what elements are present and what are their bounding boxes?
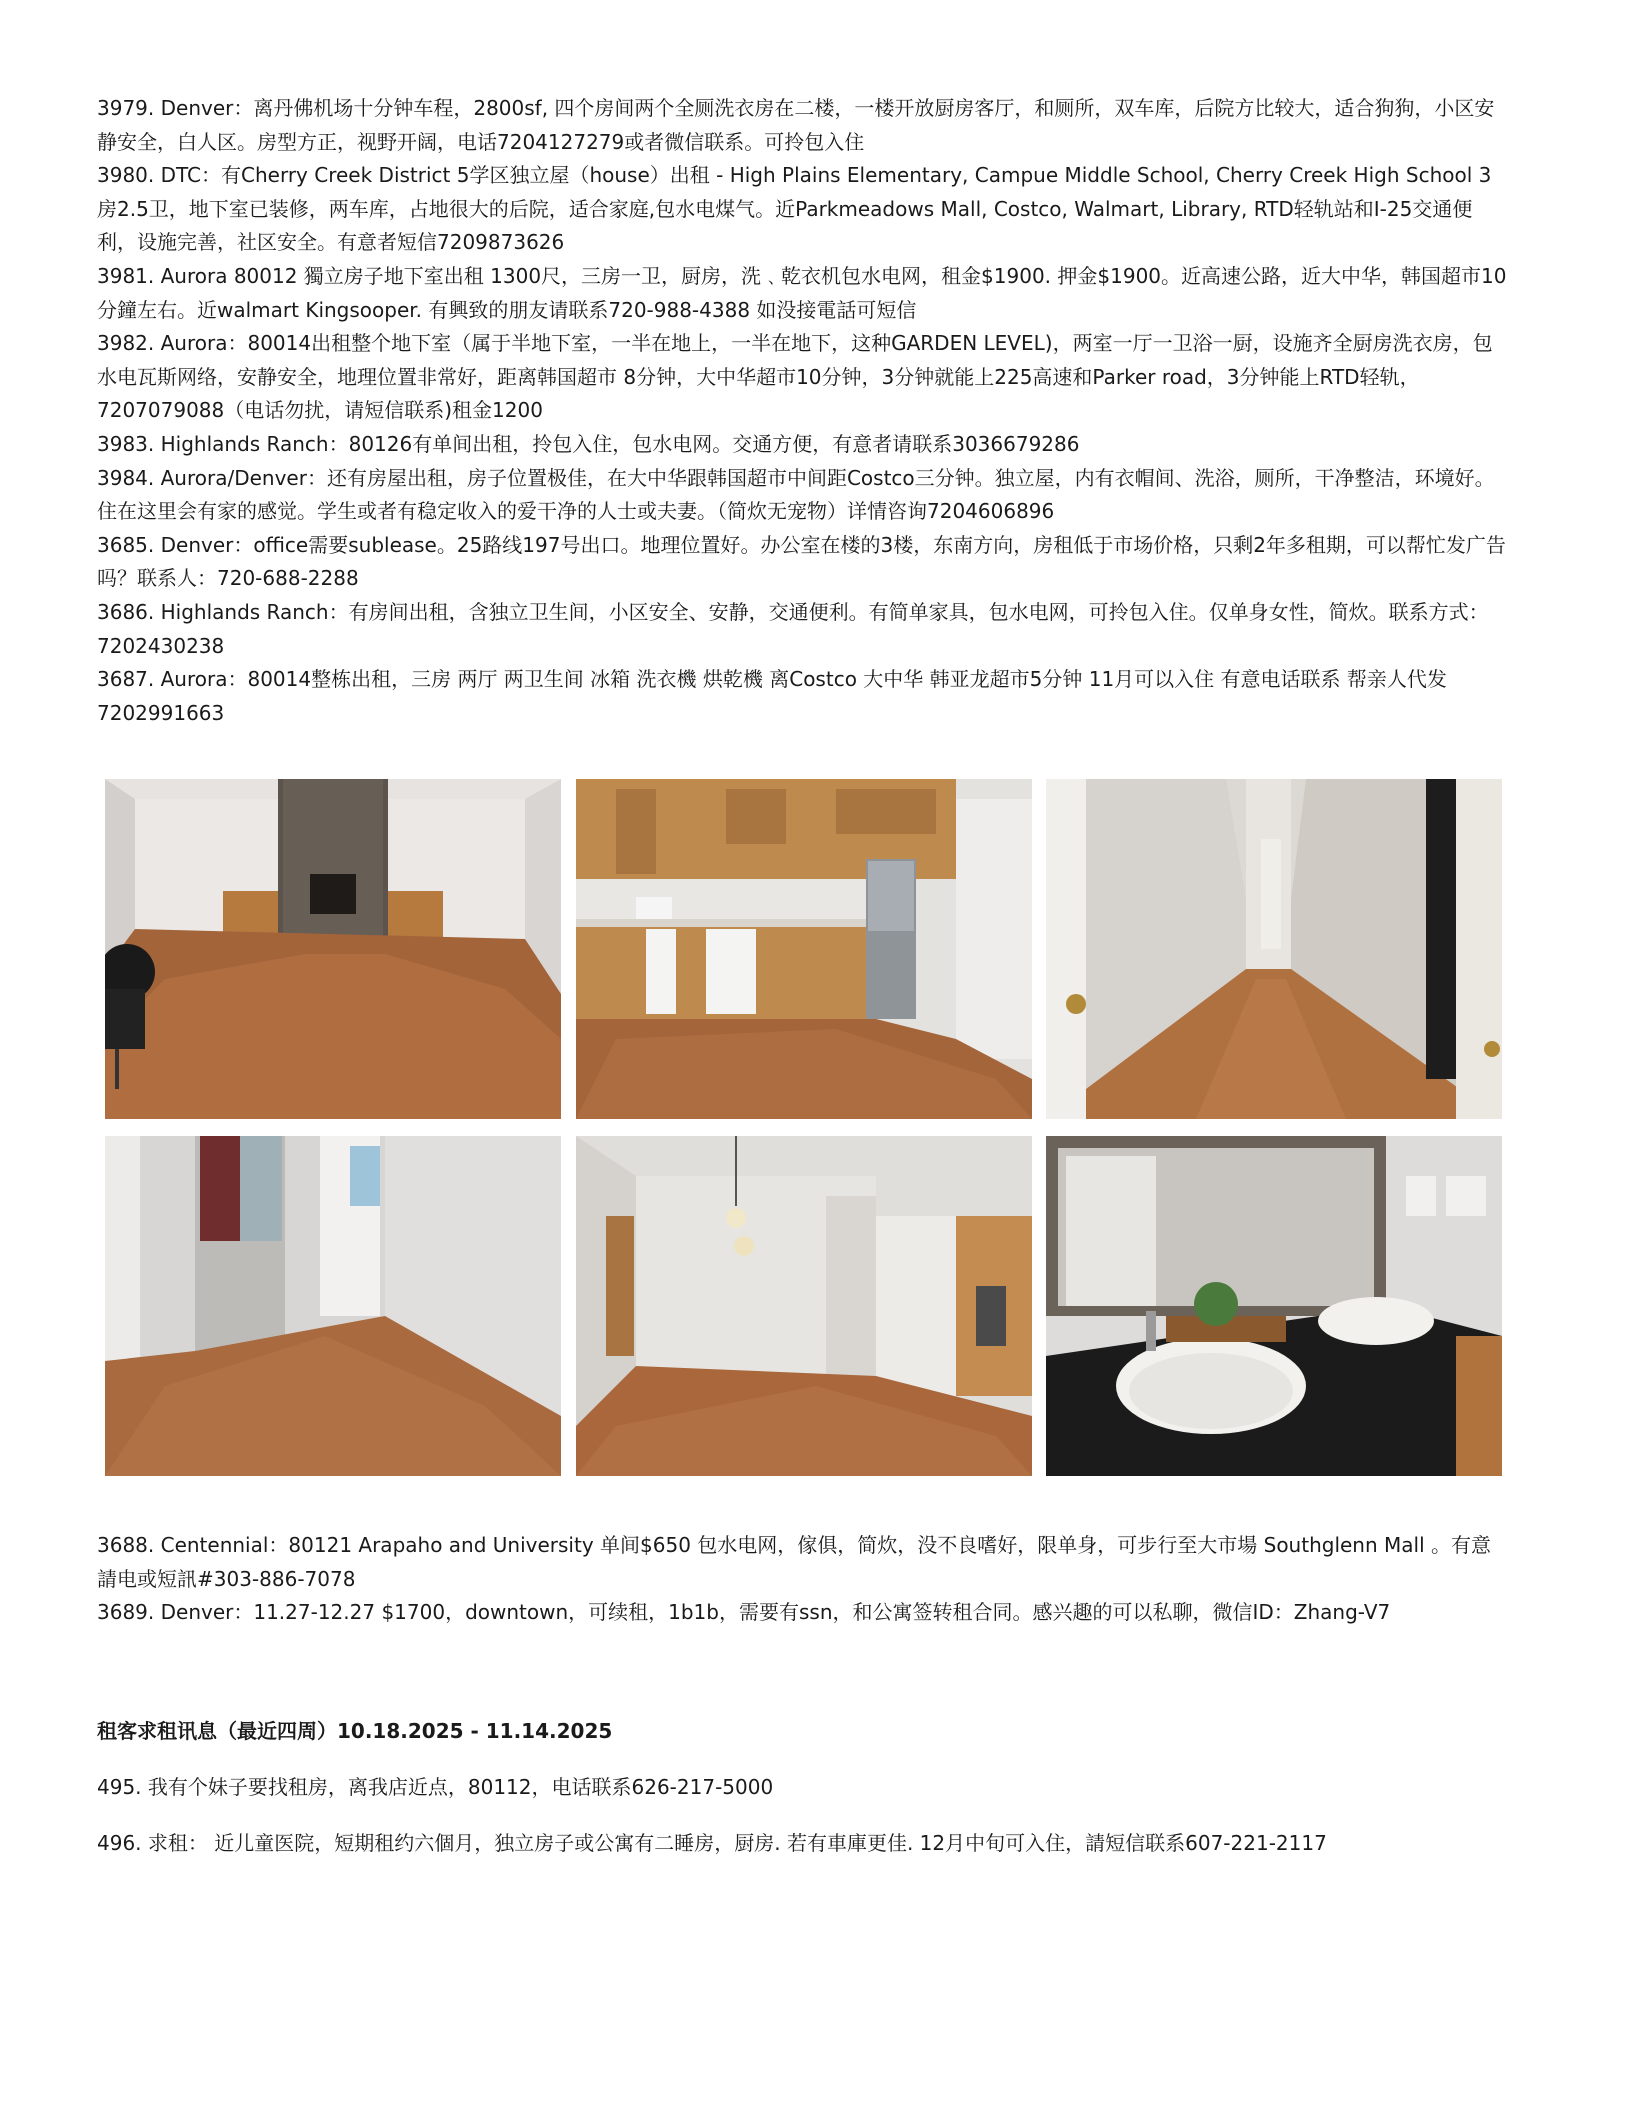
seeker-495: 495. 我有个妹子要找租房，离我店近点，80112，电话联系626-217-5000 xyxy=(97,1775,774,1799)
listing-3982: 3982. Aurora：80014出租整个地下室（属于半地下室，一半在地上，一半在地下，这种GARDEN LEVEL)，两室一厅一卫浴一厨，设施齐全厨房洗衣房，包水电瓦斯网络，安静安全，地理位置非常好，距离韩国超市 8分钟，大中华超市10分钟，3分钟就能上225高速和Parker road，3分钟能上RTD轻轨，7207079088（电话勿扰，请短信联系)租金1200 xyxy=(97,331,1493,423)
listing-3979: 3979. Denver：离丹佛机场十分钟车程，2800sf, 四个房间两个全厕洗衣房在二楼，一楼开放厨房客厅，和厕所，双车库，后院方比较大，适合狗狗，小区安静安全，白人区。房型方正，视野开阔，电话7204127279或者微信联系。可拎包入住 xyxy=(97,96,1495,154)
listing-3685: 3685. Denver：office需要sublease。25路线197号出口。地理位置好。办公室在楼的3楼，东南方向，房租低于市场价格，只剩2年多租期，可以帮忙发广告吗？联系人：720-688-2288 xyxy=(97,532,1506,591)
listing-3686: 3686. Highlands Ranch：有房间出租，含独立卫生间，小区安全、安静，交通便利。有简单家具，包水电网，可拎包入住。仅单身女性，简炊。联系方式：7202430238 xyxy=(97,599,1489,658)
photo-hallway xyxy=(1046,779,1502,1119)
photo-dining-area xyxy=(576,1136,1032,1476)
seekers-heading: 租客求租讯息（最近四周）10.18.2025 - 11.14.2025 xyxy=(97,1719,613,1743)
listings-section-top xyxy=(97,92,1509,730)
photo-kitchen xyxy=(576,779,1032,1119)
listing-3981: 3981. Aurora 80012 獨立房子地下室出租 1300尺，三房一卫，厨房，洗﹑乾衣机包水电网，租金$1900. 押金$1900。近高速公路，近大中华，韩国超市10分鐘左右。近walmart Kingsooper. 有興致的朋友请联系720-988-4388 如没接電話可短信 xyxy=(97,263,1507,322)
property-photo-grid xyxy=(105,779,1505,1479)
photo-bedroom-doorway xyxy=(105,1136,561,1476)
listing-3687: 3687. Aurora：80014整栋出租，三房 两厅 两卫生间 冰箱 洗衣機 烘乾機 离Costco 大中华 韩亚龙超市5分钟 11月可以入住 有意电话联系 帮亲人代发7202991663 xyxy=(97,667,1447,725)
listings-section-bottom xyxy=(97,1529,1509,1630)
photo-bathroom-vanity xyxy=(1046,1136,1502,1476)
photo-living-room-fireplace xyxy=(105,779,561,1119)
listing-3980: 3980. DTC：有Cherry Creek District 5学区独立屋（house）出租 - High Plains Elementary, Campue Middle School, Cherry Creek High School 3房2.5卫，地下室已装修，两车库，占地很大的后院，适合家庭,包水电煤气。近Parkmeadows Mall, Costco, Walmart, Library, RTD轻轨站和I-25交通便利，设施完善，社区安全。有意者短信7209873626 xyxy=(97,163,1492,255)
listing-3984: 3984. Aurora/Denver：还有房屋出租，房子位置极佳，在大中华跟韩国超市中间距Costco三分钟。独立屋，内有衣帽间、洗浴，厕所，干净整洁，环境好。住在这里会有家的感觉。学生或者有稳定收入的爱干净的人士或夫妻。（简炊无宠物）详情咨询7204606896 xyxy=(97,465,1495,524)
listing-3688: 3688. Centennial：80121 Arapaho and University 单间$650 包水电网，傢俱，简炊，没不良嗜好，限单身，可步行至大市場 Southglenn Mall 。有意請电或短訊#303-886-7078 xyxy=(97,1533,1492,1591)
listing-3983: 3983. Highlands Ranch：80126有单间出租，拎包入住，包水电网。交通方便，有意者请联系3036679286 xyxy=(97,431,1080,456)
listing-3689: 3689. Denver：11.27-12.27 $1700，downtown，可续租，1b1b，需要有ssn，和公寓签转租合同。感兴趣的可以私聊，微信ID：Zhang-V7 xyxy=(97,1600,1391,1625)
seeker-496: 496. 求租： 近儿童医院，短期租约六個月，独立房子或公寓有二睡房，厨房. 若有車庫更佳. 12月中旬可入住，請短信联系607-221-2117 xyxy=(97,1831,1327,1855)
